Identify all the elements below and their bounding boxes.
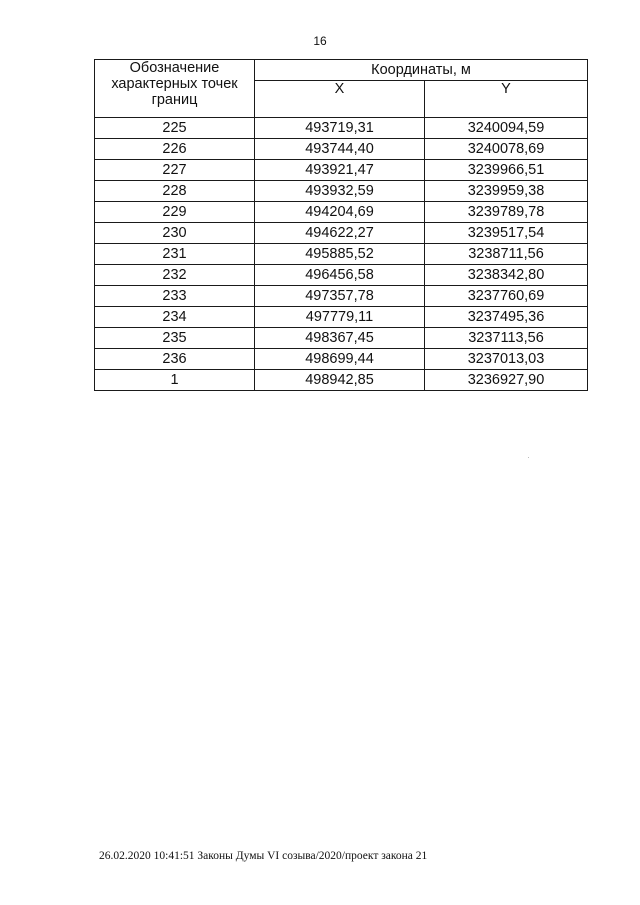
x-coordinate-cell: 498367,45 [255,328,425,349]
table-row [95,370,588,391]
point-cell: 233 [95,286,255,307]
table-row [95,181,588,202]
y-coordinate-cell: 3238711,56 [425,244,588,265]
point-cell: 231 [95,244,255,265]
y-coordinate-cell: 3237495,36 [425,307,588,328]
point-cell: 236 [95,349,255,370]
table-row [95,349,588,370]
point-cell: 228 [95,181,255,202]
y-coordinate-cell: 3237760,69 [425,286,588,307]
point-cell: 226 [95,139,255,160]
y-coordinate-cell: 3236927,90 [425,370,588,391]
y-coordinate-cell: 3239966,51 [425,160,588,181]
y-column-header: Y [425,81,588,118]
table-row [95,265,588,286]
x-coordinate-cell: 494204,69 [255,202,425,223]
coordinates-table [94,59,588,391]
y-coordinate-cell: 3238342,80 [425,265,588,286]
y-coordinate-cell: 3239959,38 [425,181,588,202]
scan-speck [528,457,529,458]
y-coordinate-cell: 3240078,69 [425,139,588,160]
table-row [95,307,588,328]
y-coordinate-cell: 3239517,54 [425,223,588,244]
table-row [95,286,588,307]
point-cell: 235 [95,328,255,349]
x-coordinate-cell: 494622,27 [255,223,425,244]
coordinates-header: Координаты, м [255,60,588,81]
point-cell: 229 [95,202,255,223]
y-coordinate-cell: 3240094,59 [425,118,588,139]
x-coordinate-cell: 493932,59 [255,181,425,202]
x-coordinate-cell: 497357,78 [255,286,425,307]
point-cell: 230 [95,223,255,244]
x-coordinate-cell: 498699,44 [255,349,425,370]
table-body [95,118,588,391]
table-row [95,328,588,349]
y-coordinate-cell: 3237013,03 [425,349,588,370]
x-coordinate-cell: 495885,52 [255,244,425,265]
table-row [95,118,588,139]
table-row [95,223,588,244]
x-column-header: X [255,81,425,118]
x-coordinate-cell: 497779,11 [255,307,425,328]
x-coordinate-cell: 493921,47 [255,160,425,181]
x-coordinate-cell: 493719,31 [255,118,425,139]
table-row [95,202,588,223]
table-row [95,160,588,181]
point-cell: 1 [95,370,255,391]
point-cell: 225 [95,118,255,139]
point-cell: 234 [95,307,255,328]
table-row [95,244,588,265]
x-coordinate-cell: 498942,85 [255,370,425,391]
point-cell: 232 [95,265,255,286]
footer-stamp: 26.02.2020 10:41:51 Законы Думы VI созыва/2020/проект закона 21 [99,850,428,862]
table-row [95,139,588,160]
point-cell: 227 [95,160,255,181]
x-coordinate-cell: 493744,40 [255,139,425,160]
y-coordinate-cell: 3239789,78 [425,202,588,223]
x-coordinate-cell: 496456,58 [255,265,425,286]
point-column-header: Обозначение характерных точек границ [95,60,255,118]
y-coordinate-cell: 3237113,56 [425,328,588,349]
page-number: 16 [313,34,327,48]
